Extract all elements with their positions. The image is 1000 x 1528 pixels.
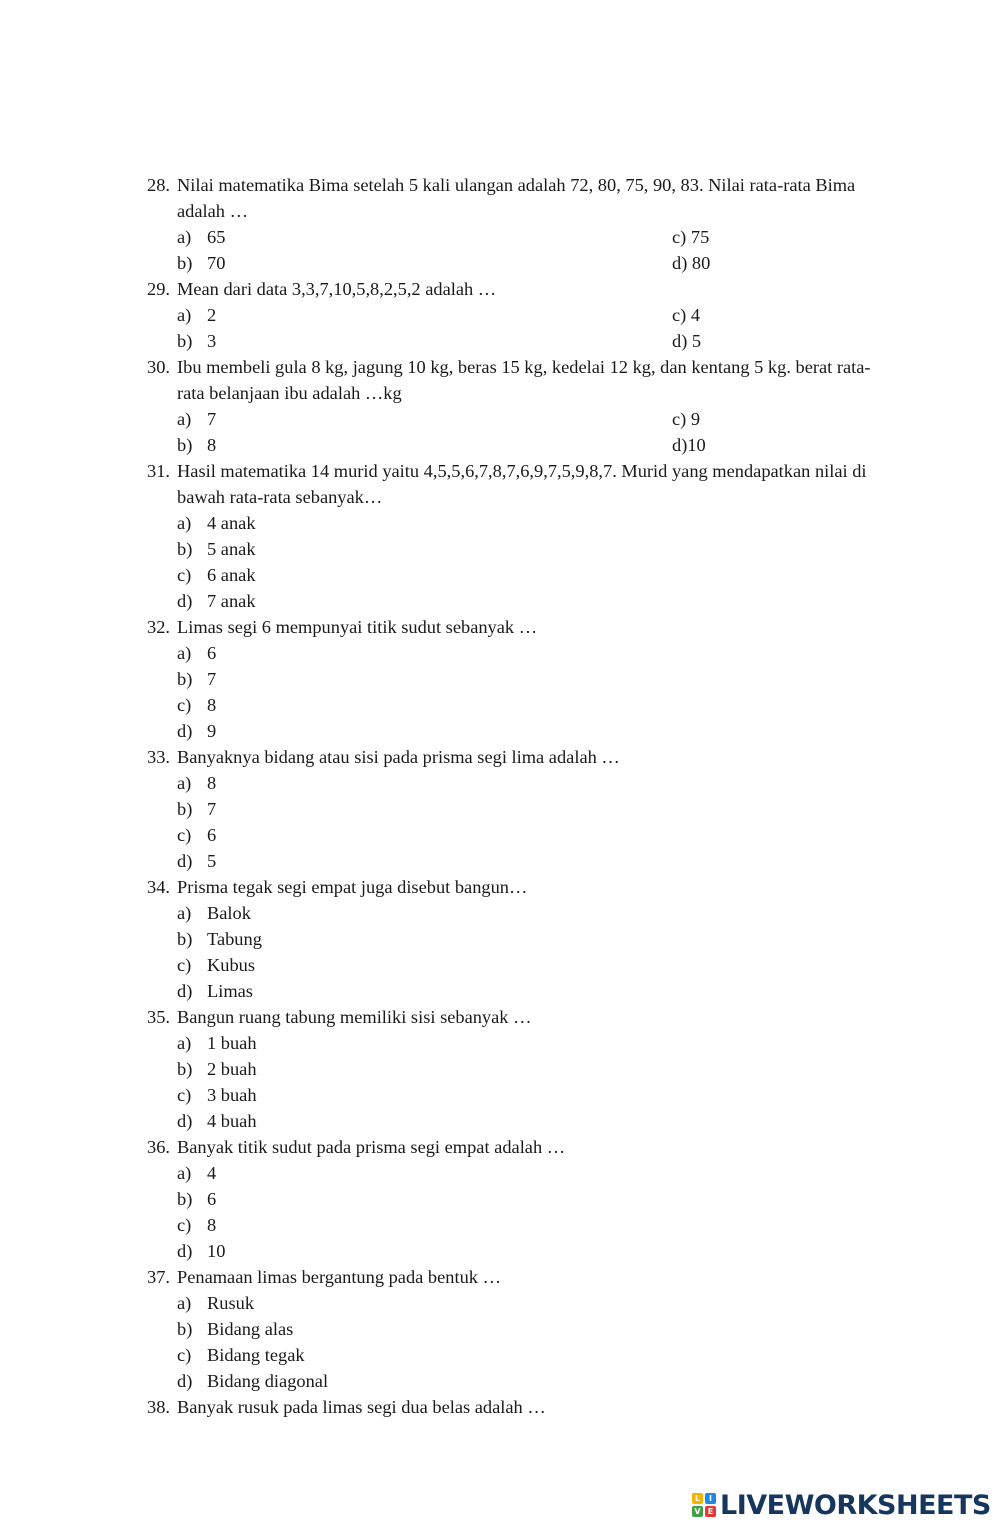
- question-37: [0, 1264, 1000, 1394]
- question-number: 38.: [147, 1397, 170, 1417]
- option-row: [0, 250, 1000, 276]
- question-text: Penamaan limas bergantung pada bentuk …: [177, 1267, 501, 1287]
- logo-square-i: I: [705, 1493, 716, 1504]
- option-text: 65: [207, 227, 226, 247]
- option-letter: d): [177, 851, 193, 871]
- option-item: [0, 952, 1000, 978]
- question-text: Banyaknya bidang atau sisi pada prisma segi lima adalah …: [177, 747, 620, 767]
- question-line: [0, 198, 1000, 224]
- question-text: adalah …: [177, 201, 248, 221]
- option-row: [0, 328, 1000, 354]
- option-letter: d): [177, 591, 193, 611]
- question-29: [0, 276, 1000, 354]
- logo-square-e: E: [705, 1506, 716, 1517]
- logo-square-v: V: [692, 1506, 703, 1517]
- question-number: 29.: [147, 279, 170, 299]
- question-number: 28.: [147, 175, 170, 195]
- option-text: 3: [207, 331, 217, 351]
- option-letter: a): [177, 513, 192, 533]
- question-text: Banyak titik sudut pada prisma segi empat adalah …: [177, 1137, 566, 1157]
- option-item: [0, 1368, 1000, 1394]
- option-letter: c): [177, 955, 192, 975]
- option-letter: a): [177, 305, 192, 325]
- question-line: [0, 1004, 1000, 1030]
- option-item: [0, 822, 1000, 848]
- option-item: [0, 1316, 1000, 1342]
- option-letter: a): [177, 903, 192, 923]
- question-line: [0, 614, 1000, 640]
- option-text: 8: [207, 695, 217, 715]
- liveworksheets-logo: [692, 1488, 991, 1522]
- option-text: 2 buah: [207, 1059, 257, 1079]
- option-item: [0, 718, 1000, 744]
- option-letter: a): [177, 227, 192, 247]
- option-letter: a): [177, 1293, 192, 1313]
- logo-square-l: L: [692, 1493, 703, 1504]
- question-34: [0, 874, 1000, 1004]
- question-38: [0, 1394, 1000, 1420]
- option-text: 4 anak: [207, 513, 256, 533]
- question-30: [0, 354, 1000, 458]
- option-letter: c): [177, 695, 192, 715]
- option-text: 8: [207, 435, 217, 455]
- option-letter: a): [177, 643, 192, 663]
- option-text: 7: [207, 409, 217, 429]
- option-text: Kubus: [207, 955, 256, 975]
- question-text: Hasil matematika 14 murid yaitu 4,5,5,6,7,8,7,6,9,7,5,9,8,7. Murid yang mendapatkan nilai di: [177, 461, 867, 481]
- option-letter: b): [177, 331, 193, 351]
- option-row: [0, 302, 1000, 328]
- option-item: [0, 1238, 1000, 1264]
- option-right: d)10: [672, 435, 706, 455]
- option-item: [0, 1290, 1000, 1316]
- option-text: 8: [207, 1215, 217, 1235]
- question-text: Limas segi 6 mempunyai titik sudut sebanyak …: [177, 617, 538, 637]
- option-text: 5 anak: [207, 539, 256, 559]
- option-text: Bidang tegak: [207, 1345, 305, 1365]
- option-text: Balok: [207, 903, 251, 923]
- option-letter: d): [177, 1241, 193, 1261]
- option-item: [0, 1030, 1000, 1056]
- option-letter: d): [177, 721, 193, 741]
- option-letter: b): [177, 669, 193, 689]
- question-line: [0, 276, 1000, 302]
- question-number: 34.: [147, 877, 170, 897]
- option-letter: b): [177, 435, 193, 455]
- question-line: [0, 1394, 1000, 1420]
- option-letter: b): [177, 539, 193, 559]
- question-number: 30.: [147, 357, 170, 377]
- option-text: 70: [207, 253, 226, 273]
- option-text: Bidang diagonal: [207, 1371, 329, 1391]
- option-text: 3 buah: [207, 1085, 257, 1105]
- option-item: [0, 1108, 1000, 1134]
- option-letter: d): [177, 981, 193, 1001]
- option-letter: b): [177, 929, 193, 949]
- question-text: Bangun ruang tabung memiliki sisi sebanyak …: [177, 1007, 532, 1027]
- liveworksheets-mark-icon: [692, 1493, 716, 1517]
- question-36: [0, 1134, 1000, 1264]
- question-line: [0, 1264, 1000, 1290]
- option-item: [0, 770, 1000, 796]
- question-number: 35.: [147, 1007, 170, 1027]
- option-text: Rusuk: [207, 1293, 255, 1313]
- brand-text: LIVEWORKSHEETS: [720, 1489, 991, 1521]
- question-text: rata belanjaan ibu adalah …kg: [177, 383, 402, 403]
- option-item: [0, 640, 1000, 666]
- option-item: [0, 796, 1000, 822]
- option-item: [0, 900, 1000, 926]
- question-text: Ibu membeli gula 8 kg, jagung 10 kg, beras 15 kg, kedelai 12 kg, dan kentang 5 kg. berat rata-: [177, 357, 871, 377]
- option-item: [0, 1342, 1000, 1368]
- option-text: 6 anak: [207, 565, 256, 585]
- option-item: [0, 588, 1000, 614]
- option-text: 6: [207, 825, 217, 845]
- question-line: [0, 172, 1000, 198]
- question-text: Banyak rusuk pada limas segi dua belas adalah …: [177, 1397, 546, 1417]
- question-line: [0, 354, 1000, 380]
- option-letter: b): [177, 1059, 193, 1079]
- option-text: Tabung: [207, 929, 262, 949]
- question-text: bawah rata-rata sebanyak…: [177, 487, 383, 507]
- option-row: [0, 432, 1000, 458]
- option-letter: a): [177, 1033, 192, 1053]
- question-33: [0, 744, 1000, 874]
- question-number: 31.: [147, 461, 170, 481]
- option-text: Bidang alas: [207, 1319, 294, 1339]
- option-letter: d): [177, 1371, 193, 1391]
- question-35: [0, 1004, 1000, 1134]
- option-letter: a): [177, 1163, 192, 1183]
- option-right: c) 75: [672, 227, 710, 247]
- option-item: [0, 510, 1000, 536]
- option-item: [0, 1186, 1000, 1212]
- option-letter: a): [177, 773, 192, 793]
- question-line: [0, 458, 1000, 484]
- question-number: 33.: [147, 747, 170, 767]
- question-number: 32.: [147, 617, 170, 637]
- question-31: [0, 458, 1000, 614]
- option-item: [0, 562, 1000, 588]
- question-32: [0, 614, 1000, 744]
- option-letter: a): [177, 409, 192, 429]
- option-text: 5: [207, 851, 217, 871]
- option-item: [0, 1056, 1000, 1082]
- option-letter: b): [177, 1319, 193, 1339]
- option-text: 7: [207, 799, 217, 819]
- option-letter: c): [177, 1085, 192, 1105]
- option-text: 1 buah: [207, 1033, 257, 1053]
- question-number: 36.: [147, 1137, 170, 1157]
- option-text: 4: [207, 1163, 217, 1183]
- option-item: [0, 666, 1000, 692]
- option-letter: b): [177, 1189, 193, 1209]
- option-text: 9: [207, 721, 217, 741]
- option-text: 7: [207, 669, 217, 689]
- option-row: [0, 224, 1000, 250]
- option-letter: c): [177, 1215, 192, 1235]
- option-letter: c): [177, 825, 192, 845]
- worksheet-page: [0, 172, 1000, 1420]
- question-line: [0, 744, 1000, 770]
- option-item: [0, 848, 1000, 874]
- option-letter: c): [177, 565, 192, 585]
- option-letter: d): [177, 1111, 193, 1131]
- option-right: c) 9: [672, 409, 701, 429]
- option-right: d) 5: [672, 331, 702, 351]
- option-text: 2: [207, 305, 217, 325]
- option-text: 8: [207, 773, 217, 793]
- option-text: 6: [207, 643, 217, 663]
- question-text: Nilai matematika Bima setelah 5 kali ulangan adalah 72, 80, 75, 90, 83. Nilai rata-rata Bima: [177, 175, 856, 195]
- question-line: [0, 1134, 1000, 1160]
- option-right: c) 4: [672, 305, 701, 325]
- question-text: Mean dari data 3,3,7,10,5,8,2,5,2 adalah …: [177, 279, 497, 299]
- question-line: [0, 380, 1000, 406]
- question-28: [0, 172, 1000, 276]
- option-text: Limas: [207, 981, 253, 1001]
- option-item: [0, 1212, 1000, 1238]
- option-text: 4 buah: [207, 1111, 257, 1131]
- question-text: Prisma tegak segi empat juga disebut bangun…: [177, 877, 528, 897]
- option-letter: b): [177, 799, 193, 819]
- option-letter: b): [177, 253, 193, 273]
- option-item: [0, 978, 1000, 1004]
- option-item: [0, 692, 1000, 718]
- option-letter: c): [177, 1345, 192, 1365]
- question-number: 37.: [147, 1267, 170, 1287]
- question-line: [0, 874, 1000, 900]
- option-text: 7 anak: [207, 591, 256, 611]
- option-item: [0, 926, 1000, 952]
- option-item: [0, 1160, 1000, 1186]
- option-row: [0, 406, 1000, 432]
- option-text: 6: [207, 1189, 217, 1209]
- option-right: d) 80: [672, 253, 711, 273]
- option-text: 10: [207, 1241, 226, 1261]
- option-item: [0, 536, 1000, 562]
- option-item: [0, 1082, 1000, 1108]
- question-line: [0, 484, 1000, 510]
